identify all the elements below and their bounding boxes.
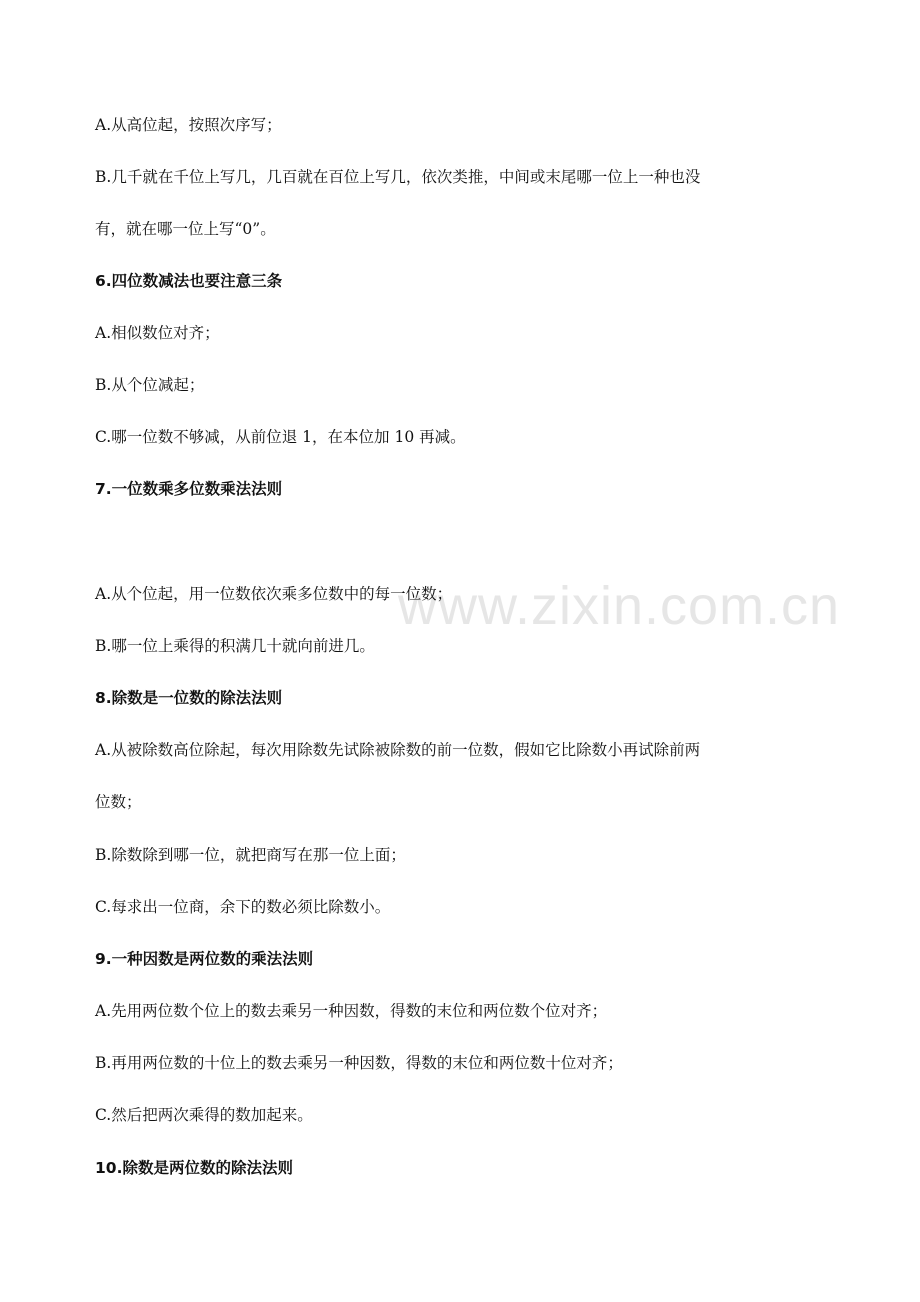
rule-line: A.先用两位数个位上的数去乘另一种因数，得数的末位和两位数个位对齐； <box>95 1002 608 1020</box>
watermark: www.zixin.com.cn <box>398 576 841 636</box>
rule-line: A.从个位起，用一位数依次乘多位数中的每一位数； <box>95 585 453 603</box>
rule-line: C.哪一位数不够减，从前位退 1，在本位加 10 再减。 <box>95 428 466 446</box>
rule-line: B.从个位减起； <box>95 376 205 394</box>
rule-line: A.从被除数高位除起，每次用除数先试除被除数的前一位数，假如它比除数小再试除前两 <box>95 741 701 759</box>
section-heading: 8.除数是一位数的除法法则 <box>95 689 283 707</box>
rule-line: A.相似数位对齐； <box>95 324 220 342</box>
section-heading: 10.除数是两位数的除法法则 <box>95 1159 293 1177</box>
rule-line: A.从高位起，按照次序写； <box>95 116 282 134</box>
rule-line: C.每求出一位商，余下的数必须比除数小。 <box>95 898 391 916</box>
rule-line: C.然后把两次乘得的数加起来。 <box>95 1106 313 1124</box>
rule-line: B.几千就在千位上写几，几百就在百位上写几，依次类推，中间或末尾哪一位上一种也没 <box>95 168 701 186</box>
rule-line: 有，就在哪一位上写“0”。 <box>95 220 276 238</box>
section-heading: 9.一种因数是两位数的乘法法则 <box>95 950 314 968</box>
section-heading: 7.一位数乘多位数乘法法则 <box>95 480 283 498</box>
rule-line: B.再用两位数的十位上的数去乘另一种因数，得数的末位和两位数十位对齐； <box>95 1054 623 1072</box>
section-heading: 6.四位数减法也要注意三条 <box>95 272 283 290</box>
rule-line: 位数； <box>95 793 142 811</box>
rule-line: B.除数除到哪一位，就把商写在那一位上面； <box>95 846 406 864</box>
rule-line: B.哪一位上乘得的积满几十就向前进几。 <box>95 637 375 655</box>
